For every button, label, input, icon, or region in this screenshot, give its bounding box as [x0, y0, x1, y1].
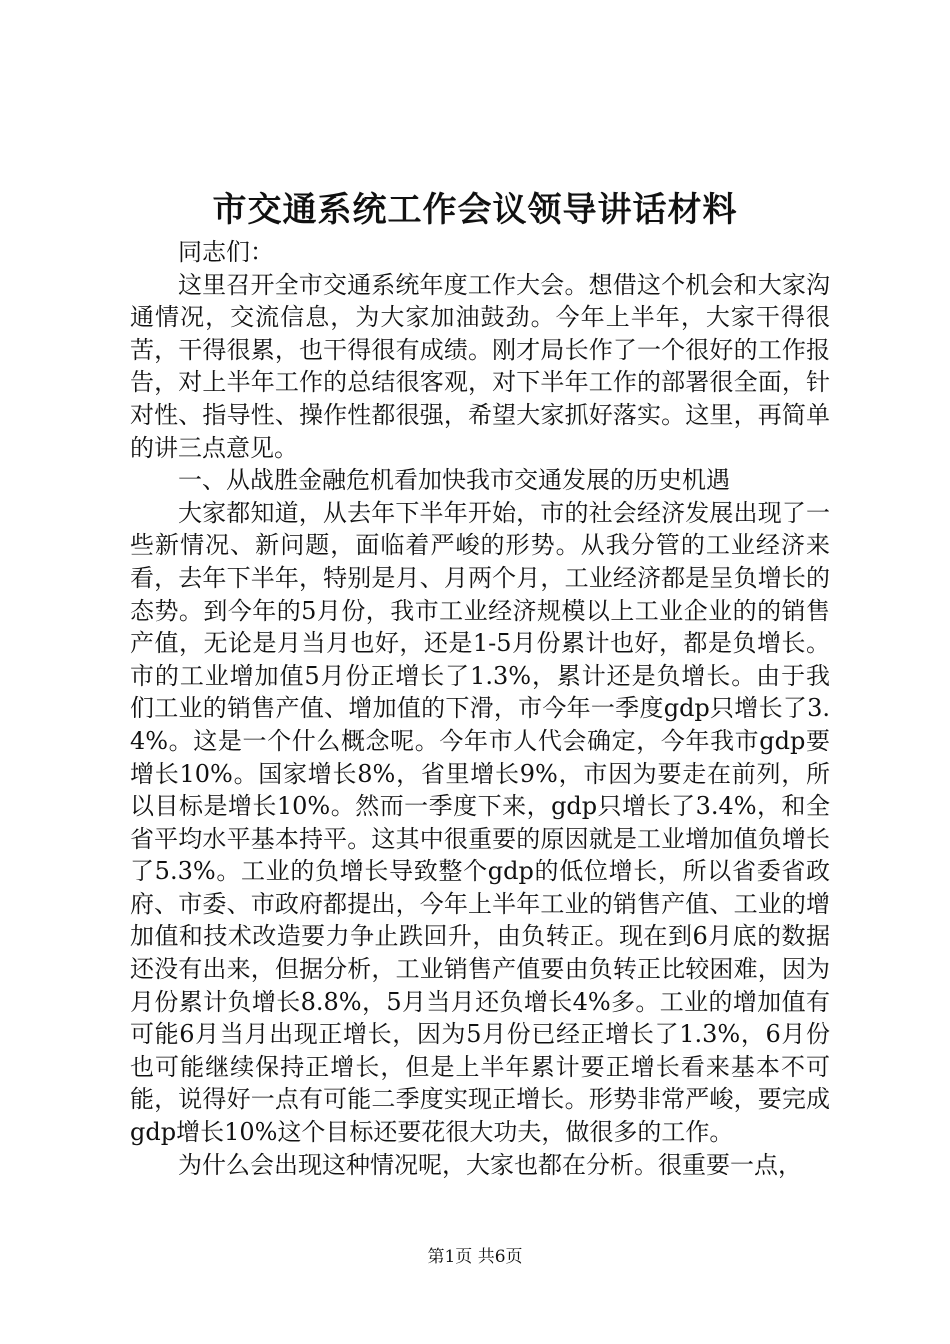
- body-paragraph: 这里召开全市交通系统年度工作大会。想借这个机会和大家沟通情况，交流信息，为大家加油鼓劲。今年上半年，大家干得很苦，干得很累，也干得很有成绩。刚才局长作了一个很好的工作报告，对上半年工作的总结很客观，对下半年工作的部署很全面，针对性、指导性、操作性都很强，希望大家抓好落实。这里，再简单的讲三点意见。: [130, 270, 830, 462]
- page-number-footer: 第1页 共6页: [427, 1247, 523, 1267]
- body-paragraph: 大家都知道，从去年下半年开始，市的社会经济发展出现了一些新情况、新问题，面临着严峻的形势。从我分管的工业经济来看，去年下半年，特别是月、月两个月，工业经济都是呈负增长的态势。到今年的5月份，我市工业经济规模以上工业企业的的销售产值，无论是月当月也好，还是1-5月份累计也好，都是负增长。市的工业增加值5月份正增长了1.3%，累计还是负增长。由于我们工业的销售产值、增加值的下滑，市今年一季度gdp只增长了3.4%。这是一个什么概念呢。今年市人代会确定，今年我市gdp要增长10%。国家增长8%，省里增长9%，市因为要走在前列，所以目标是增长10%。然而一季度下来，gdp只增长了3.4%，和全省平均水平基本持平。这其中很重要的原因就是工业增加值负增长了5.3%。工业的负增长导致整个gdp的低位增长，所以省委省政府、市委、市政府都提出，今年上半年工业的销售产值、工业的增加值和技术改造要力争止跌回升，由负转正。现在到6月底的数据还没有出来，但据分析，工业销售产值要由负转正比较困难，因为月份累计负增长8.8%，5月当月还负增长4%多。工业的增加值有可能6月当月出现正增长，因为5月份已经正增长了1.3%，6月份也可能继续保持正增长，但是上半年累计要正增长看来基本不可能，说得好一点有可能二季度实现正增长。形势非常严峻，要完成gdp增长10%这个目标还要花很大功夫，做很多的工作。: [130, 498, 830, 1147]
- section-heading: 一、从战胜金融危机看加快我市交通发展的历史机遇: [178, 466, 730, 495]
- salutation: 同志们：: [178, 238, 274, 266]
- document-body: [130, 236, 830, 1181]
- body-paragraph: 为什么会出现这种情况呢，大家也都在分析。很重要一点，: [178, 1150, 802, 1179]
- document-title: 市交通系统工作会议领导讲话材料: [212, 190, 738, 230]
